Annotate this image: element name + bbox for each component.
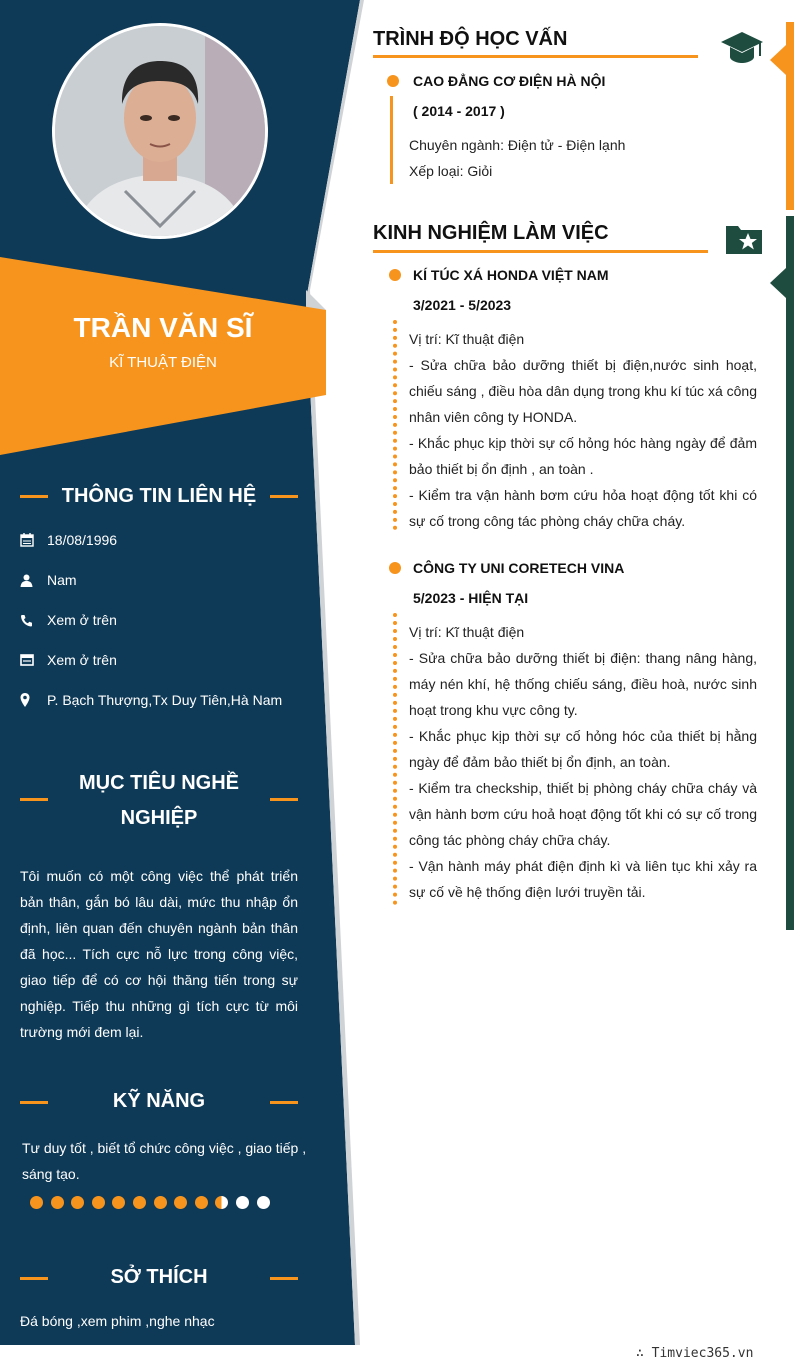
watermark-logo-icon: ∴ xyxy=(636,1346,652,1361)
birthday-value: 18/08/1996 xyxy=(47,532,118,548)
hobbies-text: Đá bóng ,xem phim ,nghe nhạc xyxy=(20,1313,215,1329)
education-major: Chuyên ngành: Điện tử - Điện lạnh xyxy=(409,137,626,153)
job2-description xyxy=(409,619,757,905)
watermark xyxy=(636,1346,753,1361)
education-timeline-line xyxy=(390,96,393,184)
heading-bar-left xyxy=(20,1101,48,1104)
contact-gender xyxy=(20,570,310,590)
rating-dot xyxy=(236,1196,249,1209)
rating-dot xyxy=(154,1196,167,1209)
job1-bullet xyxy=(389,269,401,281)
education-grade: Xếp loại: Giỏi xyxy=(409,163,493,179)
job1-position: Vị trí: Kĩ thuật điện xyxy=(409,331,525,347)
rating-dot xyxy=(30,1196,43,1209)
avatar-illustration xyxy=(55,26,265,236)
job1-timeline-dots xyxy=(393,320,397,530)
exp-side-arrow xyxy=(770,268,786,298)
rating-dot xyxy=(51,1196,64,1209)
job2-company: CÔNG TY UNI CORETECH VINA xyxy=(413,560,625,576)
skills-heading xyxy=(20,1090,298,1113)
experience-heading: KINH NGHIỆM LÀM VIỆC xyxy=(373,222,609,244)
experience-underline xyxy=(373,250,708,253)
email-icon xyxy=(20,652,47,668)
job1-duty-1: - Sửa chữa bảo dưỡng thiết bị điện,nước sinh hoạt, chiếu sáng , điều hòa dân dụng trong khu kí túc xá công nhân viên công ty HONDA. xyxy=(409,357,757,425)
phone-value: Xem ở trên xyxy=(47,612,117,628)
folder-star-icon xyxy=(724,222,764,261)
person-icon xyxy=(20,572,47,588)
objective-heading-line1: MỤC TIÊU NGHỀ xyxy=(79,772,239,794)
calendar-icon xyxy=(20,532,47,548)
education-underline xyxy=(373,55,698,58)
education-bullet xyxy=(387,75,399,87)
hobbies-heading-text: SỞ THÍCH xyxy=(110,1266,208,1288)
heading-bar-left xyxy=(20,495,48,498)
contact-phone xyxy=(20,610,310,630)
rating-dot xyxy=(92,1196,105,1209)
heading-bar-right xyxy=(270,1277,298,1280)
location-pin-icon xyxy=(20,692,47,708)
heading-bar-right xyxy=(270,798,298,801)
job2-duty-3: - Kiểm tra checkship, thiết bị phòng cháy chữa cháy và vận hành bơm cứu hoả hoạt động tốt khi có sự cố trong công tác phòng cháy chữa cháy. xyxy=(409,780,757,848)
heading-bar-right xyxy=(270,495,298,498)
watermark-text: Timviec365.vn xyxy=(651,1346,754,1361)
job2-duty-2: - Khắc phục kịp thời sự cố hỏng hóc của thiết bị hằng ngày để đảm bảo thiết bị ổn định, an toàn. xyxy=(409,728,757,770)
job2-duty-1: - Sửa chữa bảo dưỡng thiết bị điện: thang nâng hàng, máy nén khí, hệ thống chiếu sáng, điều hoà, nước sinh hoạt trong khu vực công ty. xyxy=(409,650,757,718)
skills-text: Tư duy tốt , biết tổ chức công việc , giao tiếp , sáng tạo. xyxy=(22,1140,307,1182)
address-value: P. Bạch Thượng,Tx Duy Tiên,Hà Nam xyxy=(47,692,283,708)
skills-heading-text: KỸ NĂNG xyxy=(112,1090,206,1112)
contact-heading-text: THÔNG TIN LIÊN HỆ xyxy=(61,485,257,507)
job2-position: Vị trí: Kĩ thuật điện xyxy=(409,624,525,640)
heading-bar-left xyxy=(20,798,48,801)
objective-heading-line2: NGHIỆP xyxy=(120,807,198,829)
job2-bullet xyxy=(389,562,401,574)
objective-text: Tôi muốn có một công việc thể phát triển bản thân, gắn bó lâu dài, mức thu nhập ổn định, liên quan đến chuyên ngành bản thân đã học... Tích cực nỗ lực trong công việc, giao tiếp để có cơ hội thăng tiến trong sự nghiệp. Tiếp thu những gì tích cực từ môi trường mới đem lại. xyxy=(20,868,298,1040)
job1-company: KÍ TÚC XÁ HONDA VIỆT NAM xyxy=(413,267,609,283)
rating-dot xyxy=(195,1196,208,1209)
gender-value: Nam xyxy=(47,572,77,588)
hobbies-heading xyxy=(20,1266,298,1289)
education-school: CAO ĐẲNG CƠ ĐIỆN HÀ NỘI xyxy=(413,73,606,89)
profile-photo xyxy=(52,23,268,239)
edu-side-arrow xyxy=(770,45,786,75)
contact-email xyxy=(20,650,310,670)
job2-duty-4: - Vận hành máy phát điện định kì và liên tục khi xảy ra sự cố về hệ thống điện lưới truyền tải. xyxy=(409,858,757,900)
objective-heading xyxy=(20,766,298,836)
candidate-name: TRẦN VĂN SĨ xyxy=(73,312,253,343)
contact-birthday xyxy=(20,530,310,550)
email-value: Xem ở trên xyxy=(47,652,117,668)
heading-bar-left xyxy=(20,1277,48,1280)
job2-period: 5/2023 - HIỆN TẠI xyxy=(413,590,529,606)
heading-bar-right xyxy=(270,1101,298,1104)
job1-duty-3: - Kiểm tra vận hành bơm cứu hỏa hoạt động tốt khi có sự cố trong công tác phòng cháy chữa cháy. xyxy=(409,487,757,529)
rating-dot xyxy=(133,1196,146,1209)
phone-icon xyxy=(20,612,47,628)
contact-address xyxy=(20,690,310,710)
education-period: ( 2014 - 2017 ) xyxy=(413,103,505,119)
contact-heading xyxy=(20,485,298,508)
edu-side-accent xyxy=(786,22,794,210)
job1-period: 3/2021 - 5/2023 xyxy=(413,297,512,313)
job1-duty-2: - Khắc phục kịp thời sự cố hỏng hóc hàng ngày để đảm bảo thiết bị ổn định , an toàn . xyxy=(409,435,757,477)
rating-dot xyxy=(257,1196,270,1209)
job2-timeline-dots xyxy=(393,613,397,905)
exp-side-accent xyxy=(786,216,794,930)
graduation-cap-icon xyxy=(720,30,764,69)
education-heading: TRÌNH ĐỘ HỌC VẤN xyxy=(373,28,568,50)
job1-description xyxy=(409,326,757,534)
job-title: KĨ THUẬT ĐIỆN xyxy=(109,354,217,371)
